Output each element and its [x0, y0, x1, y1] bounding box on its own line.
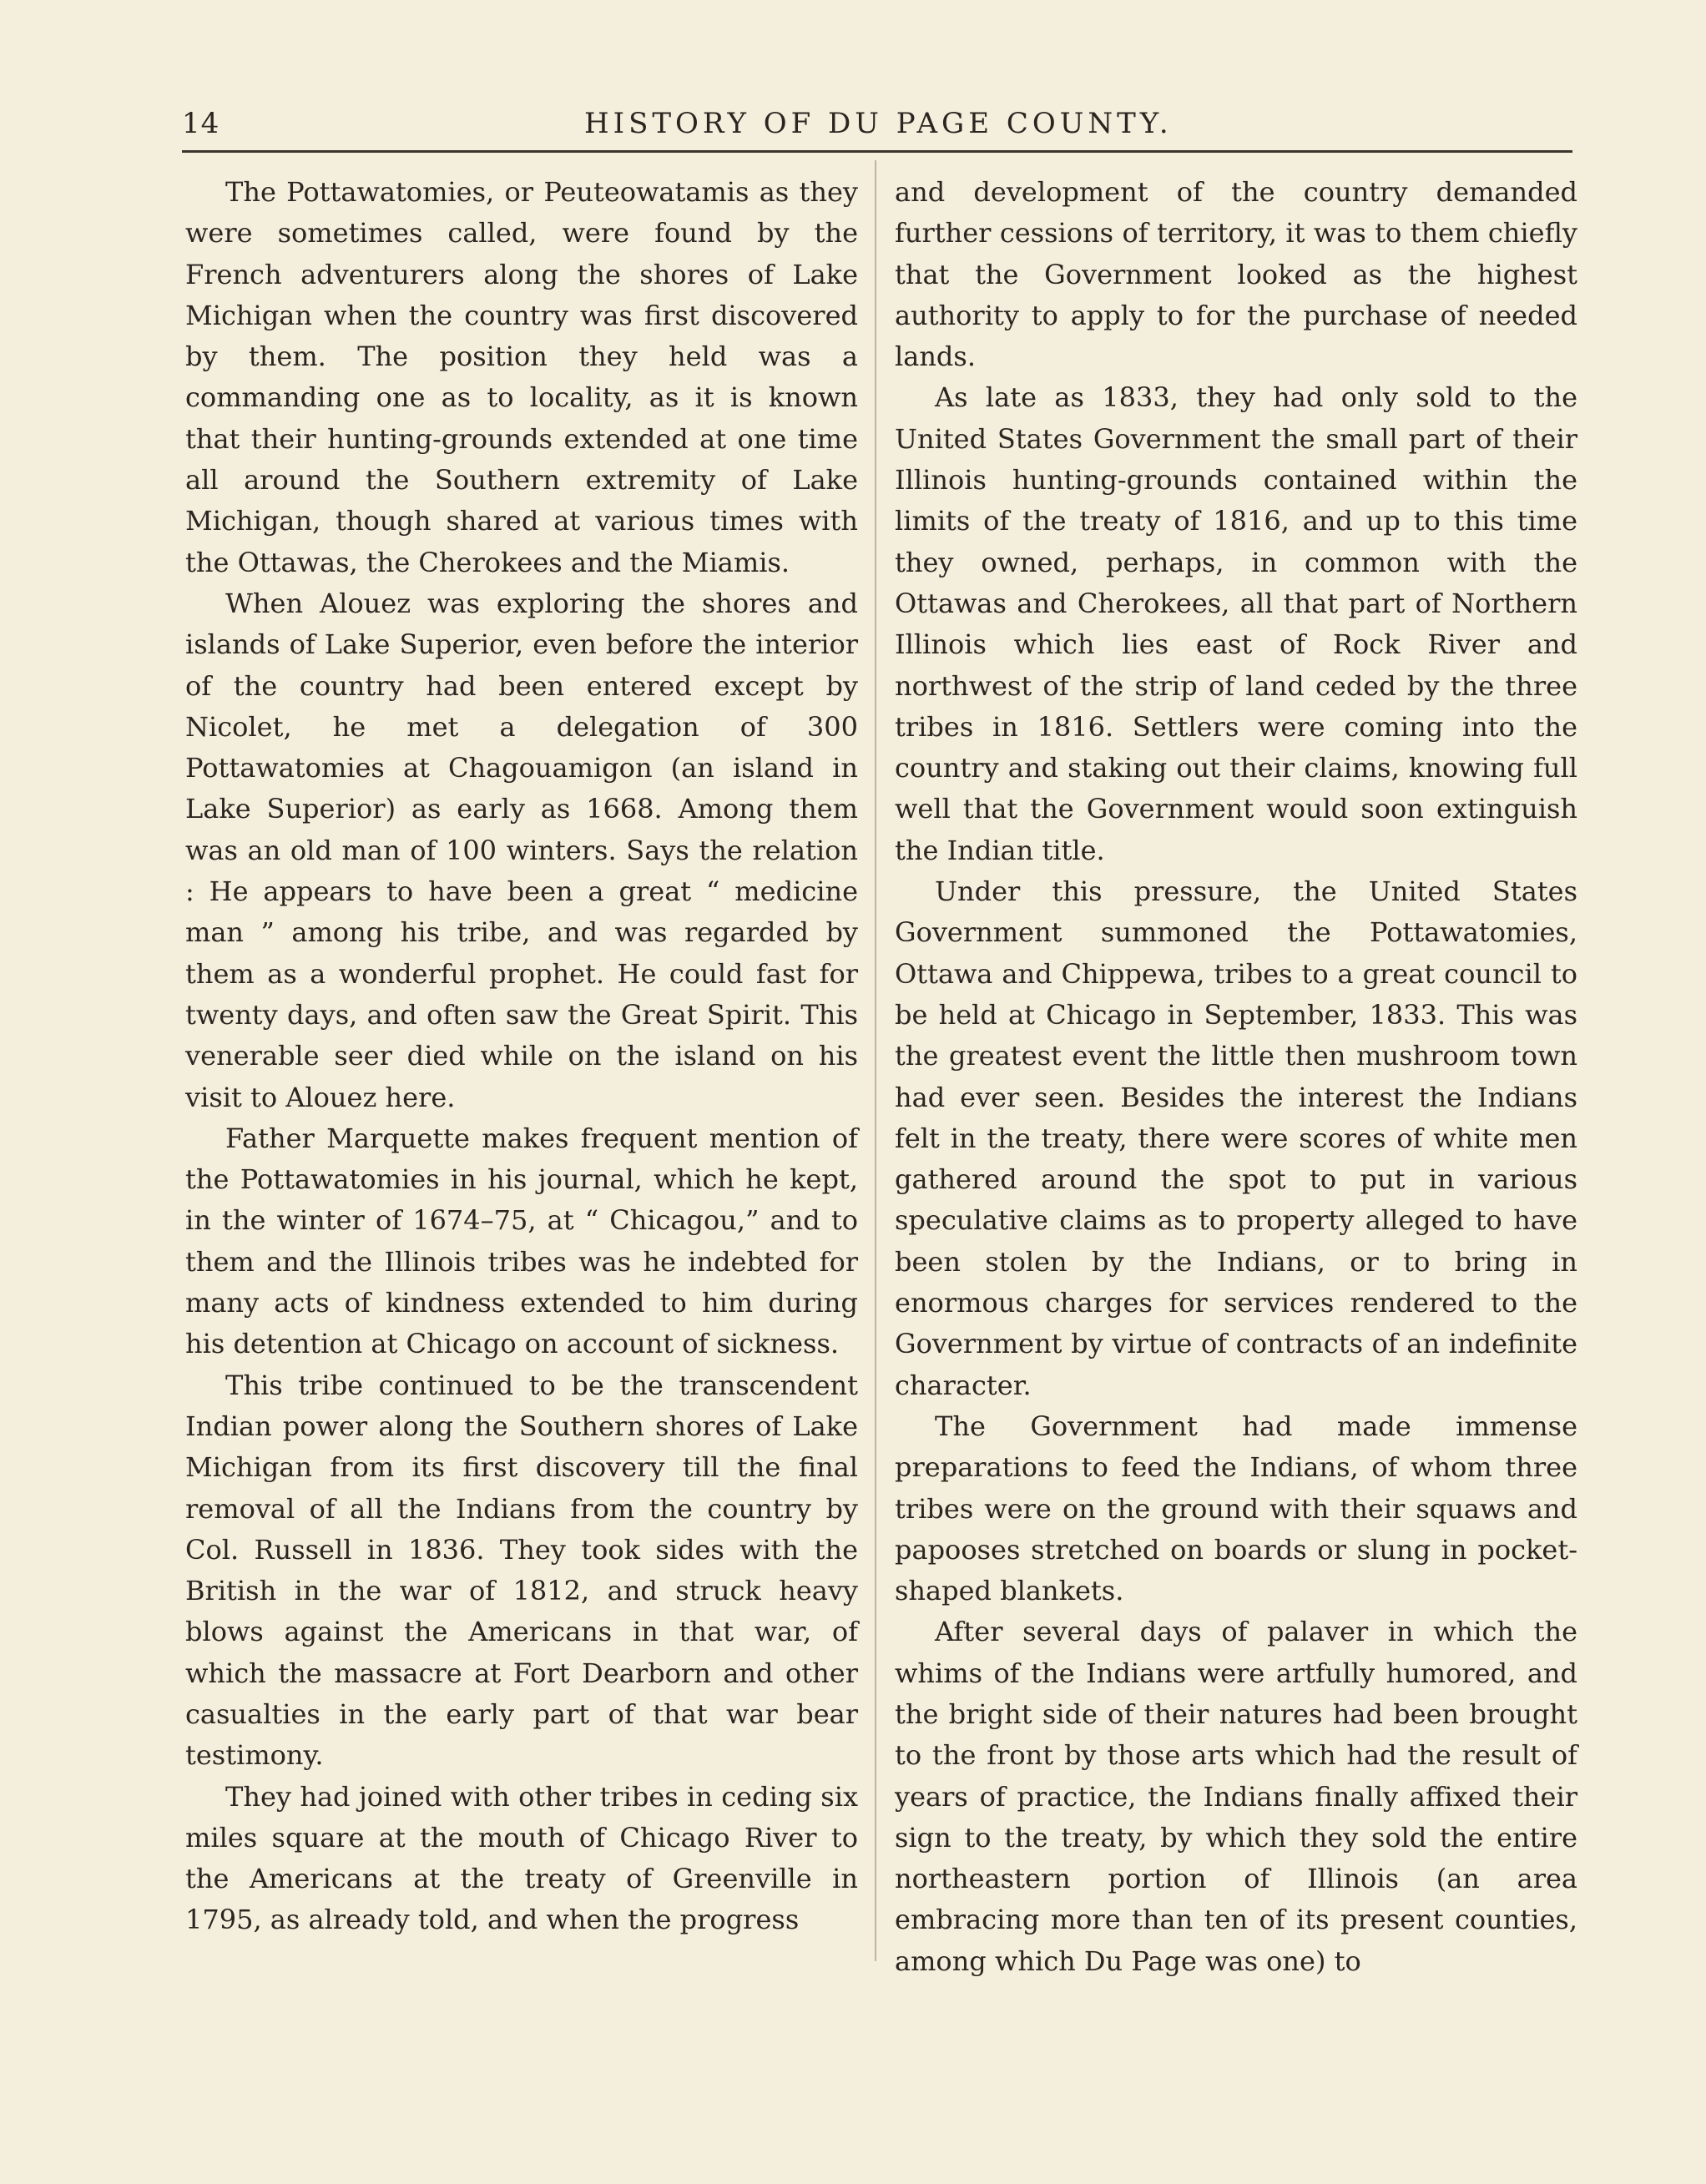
paragraph: After several days of palaver in which the whims of the Indians were artfully humored, and the bright side of their natures had been brought to the front by those arts which had the result of years of practice, the Indians finally affixed their sign to the treaty, by which they sold the entire northeastern portion of Illinois (an area embracing more than ten of its present counties, among which Du Page was one) to [895, 1616, 1577, 1977]
paragraph: Under this pressure, the United States Government summoned the Pottawatomies, Ottawa and Chippewa, tribes to a great council to be held at Chicago in September, 1833. This was the greatest event the little then mushroom town had ever seen. Besides the interest the Indians felt in the treaty, there were scores of white men gathered around the spot to put in various speculative claims as to property alleged to have been stolen by the Indians, or to bring in enormous charges for services rendered to the Government by virtue of contracts of an indefinite character. [895, 875, 1577, 1401]
paragraph: As late as 1833, they had only sold to the United States Government the small part of their Illinois hunting-grounds contained within the limits of the treaty of 1816, and up to this time they owned, perhaps, in common with the Ottawas and Cherokees, all that part of Northern Illinois which lies east of Rock River and northwest of the strip of land ceded by the three tribes in 1816. Settlers were coming into the country and staking out their claims, knowing full well that the Government would soon extinguish the Indian title. [895, 381, 1577, 866]
paragraph: The Government had made immense preparations to feed the Indians, of whom three tribes were on the ground with their squaws and papooses stretched on boards or slung in pocket-shaped blankets. [895, 1410, 1577, 1607]
running-head: HISTORY OF DU PAGE COUNTY. [584, 107, 1173, 140]
paragraph: They had joined with other tribes in ceding six miles square at the mouth of Chicago River to the Americans at the treaty of Greenville in 1795, as already told, and when the progress [185, 1780, 858, 1936]
page-number: 14 [182, 107, 220, 140]
paragraph: This tribe continued to be the transcendent Indian power along the Southern shores of Lake Michigan from its first discovery till the final removal of all the Indians from the country by Col. Russell in 1836. They took sides with the British in the war of 1812, and struck heavy blows against the Americans in that war, of which the massacre at Fort Dearborn and other casualties in the early part of that war bear testimony. [185, 1369, 858, 1772]
paragraph: Father Marquette makes frequent mention of the Pottawatomies in his journal, which he kept, in the winter of 1674–75, at “ Chicagou,” and to them and the Illinois tribes was he indebted for many acts of kindness extended to him during his detention at Chicago on account of sickness. [185, 1122, 858, 1360]
paragraph: The Pottawatomies, or Peuteowatamis as they were sometimes called, were found by the French adventurers along the shores of Lake Michigan when the country was first discovered by them. The position they held was a commanding one as to locality, as it is known that their hunting-grounds extended at one time all around the Southern extremity of Lake Michigan, though shared at various times with the Ottawas, the Cherokees and the Miamis. [185, 176, 858, 578]
right-column [895, 172, 1577, 1982]
paragraph: When Alouez was exploring the shores and islands of Lake Superior, even before the interior of the country had been entered except by Nicolet, he met a delegation of 300 Pottawatomies at Chagouamigon (an island in Lake Superior) as early as 1668. Among them was an old man of 100 winters. Says the relation : He appears to have been a great “ medicine man ” among his tribe, and was regarded by them as a wonderful prophet. He could fast for twenty days, and often saw the Great Spirit. This venerable seer died while on the island on his visit to Alouez here. [185, 587, 858, 1113]
header-rule [182, 150, 1572, 153]
column-divider [875, 160, 876, 1961]
paragraph-continued: and development of the country demanded further cessions of territory, it was to them chiefly that the Government looked as the highest authority to apply to for the purchase of needed lands. [895, 176, 1577, 373]
left-column [185, 172, 858, 1941]
